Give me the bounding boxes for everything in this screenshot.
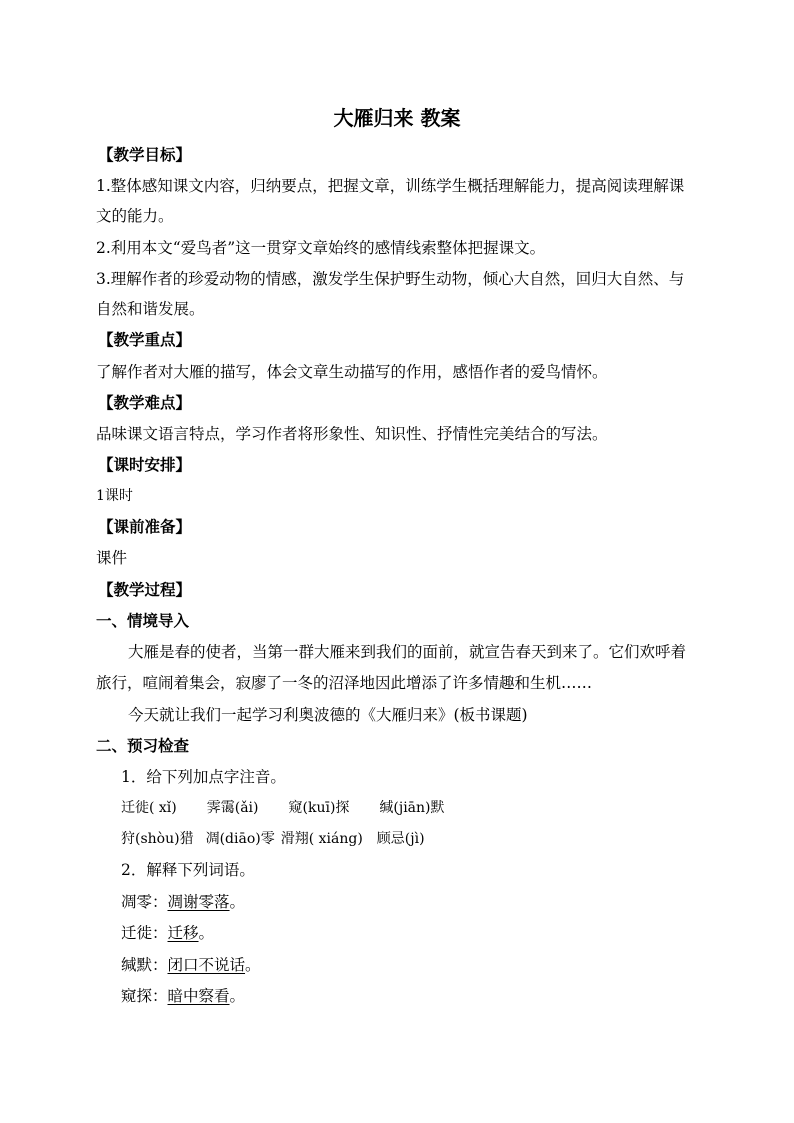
heading-process: 【教学过程】 (98, 580, 192, 599)
heading-part-2: 二、预习检查 (96, 736, 190, 755)
definition-meaning: 迁移 (167, 924, 199, 942)
definition-row (121, 955, 261, 975)
definition-term: 迁徙： (121, 924, 168, 942)
preparation-text: 课件 (96, 549, 128, 567)
schedule-text: 1课时 (96, 488, 133, 504)
pinyin-item: 霁霭(ǎi) (206, 800, 259, 816)
definition-row (121, 986, 245, 1006)
pinyin-item: 狩(shòu)猎 (121, 831, 194, 847)
question-2: 2．解释下列词语。 (121, 861, 255, 879)
goal-1-line-2: 文的能力。 (96, 207, 174, 225)
pinyin-item: 凋(diāo)零 (205, 831, 275, 847)
question-1: 1．给下列加点字注音。 (121, 768, 286, 786)
definition-end: 。 (229, 893, 246, 911)
definition-term: 窥探： (121, 987, 168, 1005)
goal-2: 2.利用本文“爱鸟者”这一贯穿文章始终的感情线索整体把握课文。 (96, 239, 546, 257)
difficulties-text: 品味课文语言特点，学习作者将形象性、知识性、抒情性完美结合的写法。 (96, 425, 608, 443)
goal-3-line-1: 3.理解作者的珍爱动物的情感，激发学生保护野生动物，倾心大自然，回归大自然、与 (96, 270, 685, 288)
definition-end: 。 (229, 987, 246, 1005)
definition-term: 缄默： (121, 956, 168, 974)
definition-meaning: 凋谢零落 (167, 893, 230, 911)
goal-3-line-2: 自然和谐发展。 (96, 300, 205, 318)
definition-row (121, 892, 245, 912)
intro-para-1-line-1: 大雁是春的使者，当第一群大雁来到我们的面前，就宣告春天到来了。它们欢呼着 (128, 643, 687, 661)
heading-key-points: 【教学重点】 (98, 330, 192, 349)
heading-teaching-goals: 【教学目标】 (98, 145, 192, 164)
heading-preparation: 【课前准备】 (98, 517, 192, 536)
intro-para-2: 今天就让我们一起学习利奥波德的《大雁归来》(板书课题) (128, 706, 528, 724)
definition-end: 。 (245, 956, 261, 974)
pinyin-row-1 (121, 798, 445, 818)
pinyin-item: 迁徙( xǐ) (121, 800, 177, 816)
definition-row (121, 923, 214, 943)
pinyin-row-2 (121, 829, 425, 849)
definition-meaning: 闭口不说话 (167, 956, 246, 974)
heading-schedule: 【课时安排】 (98, 455, 192, 474)
definition-end: 。 (198, 924, 215, 942)
heading-part-1: 一、情境导入 (96, 611, 190, 630)
pinyin-item: 缄(jiān)默 (379, 800, 445, 816)
pinyin-item: 顾忌(jì) (376, 831, 425, 847)
goal-1-line-1: 1.整体感知课文内容，归纳要点，把握文章，训练学生概括理解能力，提高阅读理解课 (96, 177, 685, 195)
definition-meaning: 暗中察看 (167, 987, 230, 1005)
heading-difficulties: 【教学难点】 (98, 393, 192, 412)
document-title: 大雁归来 教案 (333, 106, 461, 130)
key-points-text: 了解作者对大雁的描写，体会文章生动描写的作用，感悟作者的爱鸟情怀。 (96, 363, 608, 381)
pinyin-item: 窥(kuī)探 (288, 800, 350, 816)
pinyin-item: 滑翔( xiáng) (280, 831, 363, 847)
definition-term: 凋零： (121, 893, 168, 911)
intro-para-1-line-2: 旅行，喧闹着集会，寂廖了一冬的沼泽地因此增添了许多情趣和生机…… (96, 674, 593, 692)
